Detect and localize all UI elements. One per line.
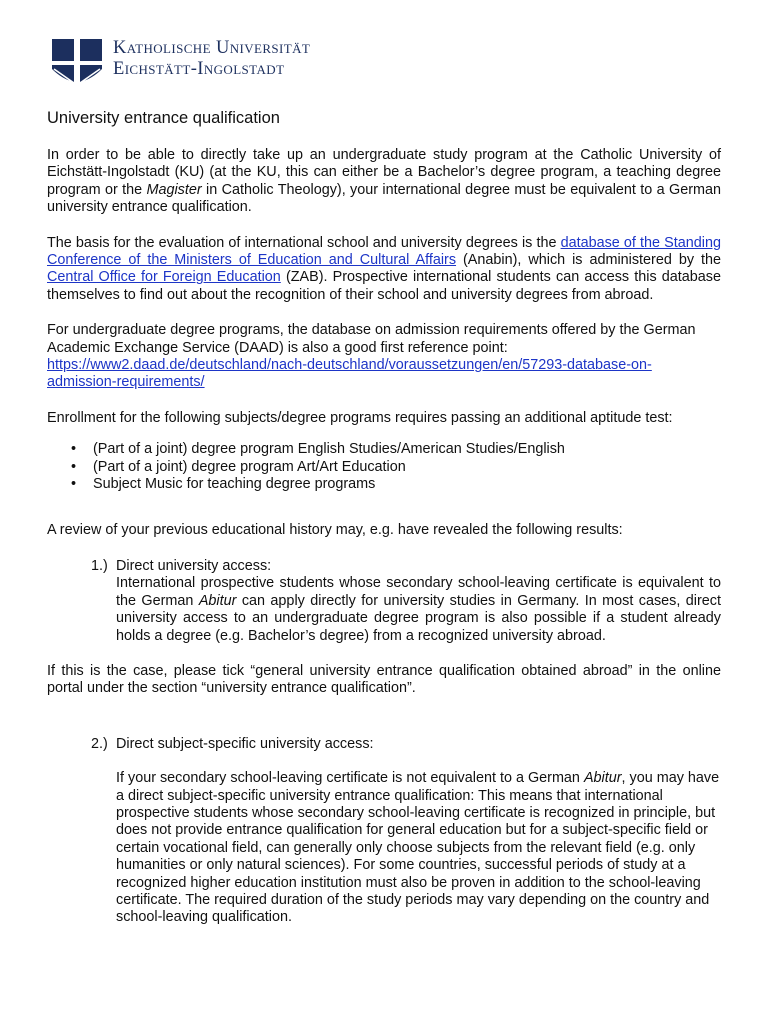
item1-heading: 1.) Direct university access: [91, 557, 272, 574]
university-name [113, 38, 310, 80]
intro-paragraph: In order to be able to directly take up an undergraduate study program at the Catholic University of Eichstätt-Ingolstadt (KU) (at the KU, this can either be a Bachelor’s degree program, a teaching degree program or the Magister in Catholic Theology), your international degree must be equivalent to a German university entrance qualification. [47, 147, 721, 216]
item2-text: If your secondary school-leaving certificate is not equivalent to a German Abitur, you may have a direct subject-specific university entrance qualification: This means that international prospective students whose secondary school-leaving certificate is recognized in principle, but does not provide entrance qualification for general education but for a subject-specific field or certain vocational field, can generally only choose subjects from the relevant field (e.g. only humanities or only natural sciences). For some countries, successful periods of study at a recognized higher education institution must also be proven in addition to the school-leaving certificate. The required duration of the study periods may vary depending on the country and school-leaving qualification. [116, 770, 720, 926]
daad-database-link[interactable]: https://www2.daad.de/deutschland/nach-deutschland/voraussetzungen/en/57293-database-on-admission-requirements/ [47, 357, 652, 391]
aptitude-test-list [47, 441, 721, 493]
abitur-term: Abitur [583, 770, 622, 787]
magister-term: Magister [146, 181, 202, 198]
university-name-line2: Eichstätt-Ingolstadt [113, 59, 285, 79]
document-body [47, 108, 721, 927]
anabin-database-link[interactable]: database of the Standing Conference of the Ministers of Education and Cultural Affairs [47, 234, 721, 269]
aptitude-test-paragraph: Enrollment for the following subjects/degree programs requires passing an additional aptitude test: [47, 409, 673, 426]
evaluation-paragraph: The basis for the evaluation of international school and university degrees is the database of the Standing Conference of the Ministers of Education and Cultural Affairs (Anabin), which is administered by the Central Office for Foreign Education (ZAB). Prospective international students can access this database themselves to find out about the recognition of their school and university degrees from abroad. [47, 234, 721, 303]
review-paragraph: A review of your previous educational history may, e.g. have revealed the following results: [47, 521, 623, 538]
abitur-term: Abitur [198, 592, 237, 609]
list-item: • Subject Music for teaching degree programs [47, 476, 721, 493]
list-item: • (Part of a joint) degree program Art/Art Education [47, 459, 721, 476]
daad-paragraph: For undergraduate degree programs, the database on admission requirements offered by the German Academic Exchange Service (DAAD) is also a good first reference point: https://www2.daad.de/deutschland/nach-deutschland/voraussetzungen/en/57293-database-on-admission-requirements/ [47, 322, 696, 391]
page-title: University entrance qualification [47, 109, 280, 127]
item2-number: 2.) [91, 735, 108, 752]
university-logo [52, 39, 310, 85]
item2-heading: 2.) Direct subject-specific university access: [91, 735, 374, 752]
university-name-line1: Katholische Universität [113, 38, 311, 58]
item1-text: International prospective students whose secondary school-leaving certificate is equivalent to the German Abitur can apply directly for university studies in Germany. In most cases, direct university access to an undergraduate degree program is also possible if a student already holds a degree (e.g. Bachelor’s degree) from a recognized university abroad. [116, 575, 721, 644]
ku-eichstaett-shield-icon [52, 39, 102, 85]
item1-number: 1.) [91, 557, 108, 574]
zab-link[interactable]: Central Office for Foreign Education [47, 269, 281, 286]
list-item: • (Part of a joint) degree program English Studies/American Studies/English [47, 441, 721, 458]
tick-instruction-paragraph: If this is the case, please tick “general university entrance qualification obtained abroad” in the online portal under the section “university entrance qualification”. [47, 662, 721, 697]
